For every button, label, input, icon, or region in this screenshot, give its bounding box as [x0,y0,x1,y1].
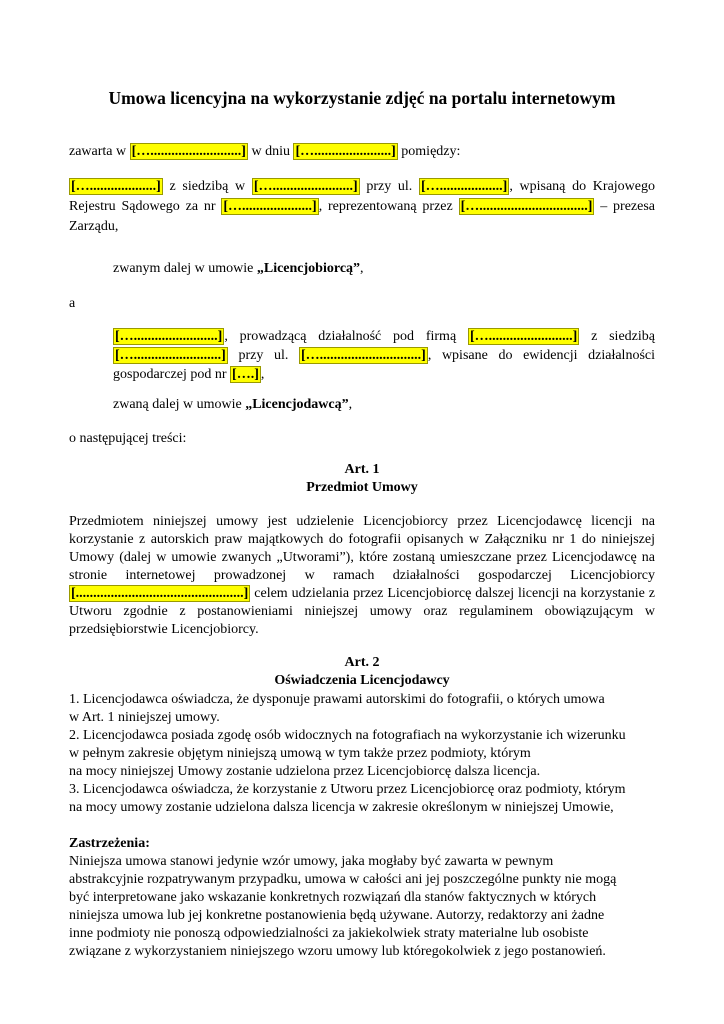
disclaimer-heading: Zastrzeżenia: [69,836,150,851]
art1-heading: Przedmiot Umowy [306,480,418,495]
website-field[interactable]: [................................................] [71,586,249,601]
intro-line: zawarta w […..........................] w dniu […......................] pomiędzy: [69,144,461,159]
art2-line: w Art. 1 niniejszej umowy. [69,710,220,725]
party1-name-field[interactable]: […...................] [71,179,161,194]
licencjobiorca-line: zwanym dalej w umowie „Licencjobiorcą”, [113,261,364,276]
disclaimer-text [69,853,655,961]
licencjodawca-term: „Licencjodawcą” [245,397,349,412]
art2-list [69,691,655,817]
content-intro: o następującej treści: [69,431,187,446]
art2-line: na mocy umowy zostanie udzielona dalsza licencja w zakresie określonym w niniejszej Umowie, [69,800,614,815]
party2-nr-field[interactable]: [….] [232,367,259,382]
art2-line: 1. Licencjodawca oświadcza, że dysponuje prawami autorskimi do fotografii, o których umowa [69,692,605,707]
and-word: a [69,296,76,311]
art2-line: 3. Licencjodawca oświadcza, że korzystanie z Utworu przez Licencjobiorcę oraz podmioty, którym [69,782,626,797]
party2-street-field[interactable]: [….............................] [300,348,426,363]
art2-heading: Oświadczenia Licencjodawcy [274,673,450,688]
disclaimer-line: związane z wykorzystaniem niniejszego wzoru umowy lub któregokolwiek z jego postanowień. [69,944,606,959]
party1-krs-field[interactable]: […....................] [223,199,317,214]
licencjobiorca-term: „Licencjobiorcą” [256,261,361,276]
disclaimer-line: być interpretowane jako wskazanie konkretnych rozwiązań dla stanów faktycznych w których [69,890,597,905]
disclaimer-line: niniejsza umowa lub jej konkretne postanowienia będą używane. Autorzy, redaktorzy ani żadne [69,908,605,923]
art2-line: w pełnym zakresie objętym niniejszą umową w tym także przez podmioty, którym [69,746,531,761]
party2-city-field[interactable]: [….........................] [115,348,226,363]
party1-city-field[interactable]: [….......................] [253,179,358,194]
document-title: Umowa licencyjna na wykorzystanie zdjęć na portalu internetowym [108,88,616,108]
party1-street-field[interactable]: […..................] [421,179,508,194]
art2-line: 2. Licencjodawca posiada zgodę osób widocznych na fotografiach na wykorzystanie ich wizerunku [69,728,626,743]
place-field[interactable]: […..........................] [131,144,246,159]
party2-firm-field[interactable]: […........................] [469,329,578,344]
art1-number: Art. 1 [344,462,380,477]
party2-paragraph: […........................] , prowadzącą działalność pod firmą […........................] z siedzibą [….........................] przy ul. [….............................] , wpisane do ewidencji działalności gospodarczej pod nr [….] , [113,329,655,382]
licencjodawca-line: zwaną dalej w umowie „Licencjodawcą”, [113,397,353,412]
art2-line: na mocy niniejszej Umowy zostanie udzielona przez Licencjobiorcę dalsza licencja. [69,764,541,779]
art1-paragraph: Przedmiotem niniejszej umowy jest udzielenie Licencjobiorcy przez Licencjodawcę licencji na korzystanie z autorskich praw majątkowych do fotografii opisanych w Załączniku nr 1 do niniejszej Umowy (dalej w umowie zwanych „Utworami”), które zostaną umieszczane przez Licencjodawcę na stronie internetowej prowadzonej w ramach działalności gospodarczej Licencjobiorcy [................................................] celem udzielania przez Licencjobiorcę dalszej licencji na korzystanie z Utworu zgodnie z postanowieniami niniejszej umowy oraz regulaminem obowiązującym w przedsiębiorstwie Licencjobiorcy. [69,514,655,637]
party1-rep-field[interactable]: […...............................] [460,199,593,214]
disclaimer-line: abstrakcyjnie rozpatrywanym przypadku, umowa w całości ani jej poszczególne punkty nie mogą [69,872,617,887]
art2-number: Art. 2 [344,655,380,670]
party2-name-field[interactable]: […........................] [115,329,223,344]
disclaimer-line: inne podmioty nie ponoszą odpowiedzialności za jakiekolwiek straty materialne lub osobiste [69,926,589,941]
disclaimer-line: Niniejsza umowa stanowi jedynie wzór umowy, jaka mogłaby być zawarta w pewnym [69,854,554,869]
date-field[interactable]: […......................] [295,144,396,159]
party1-paragraph: […...................] z siedzibą w [….......................] przy ul. […..................] , wpisaną do Krajowego Rejestru Sądowego za nr […....................] , reprezentowaną przez […...............................] – prezesa Zarządu, [69,179,655,234]
